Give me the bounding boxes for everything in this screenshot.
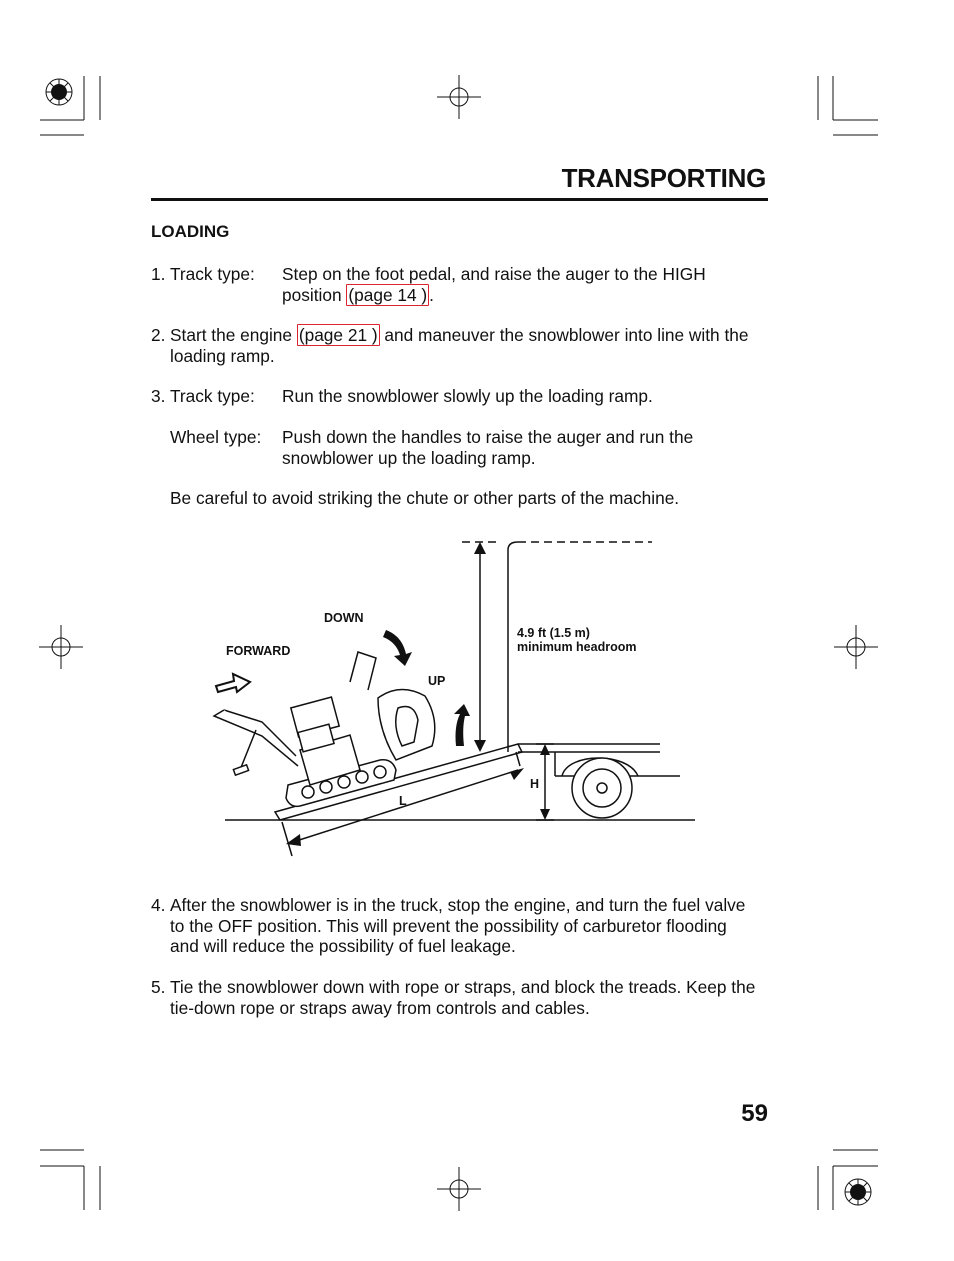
h-label: H <box>530 777 540 791</box>
title-divider <box>151 198 768 201</box>
step-2-number: 2. <box>151 325 166 345</box>
forward-label: FORWARD <box>226 644 291 658</box>
headroom-value: 4.9 ft (1.5 m) <box>517 626 590 640</box>
step-1-text <box>282 264 768 305</box>
step-2-text <box>170 325 760 366</box>
step-3-number: 3. <box>151 386 166 406</box>
step-3-track-label: Track type: <box>170 386 255 406</box>
page-21-link[interactable]: (page 21 ) <box>298 325 378 345</box>
headroom-text: minimum headroom <box>517 640 637 654</box>
loading-ramp-illustration <box>200 530 720 870</box>
step-5-text: Tie the snowblower down with rope or straps, and block the treads. Keep the tie-down rope or straps away from controls and cables. <box>170 977 756 1018</box>
step-2-text-main: Start the engine <box>170 325 297 345</box>
step-1-label: Track type: <box>170 264 255 284</box>
section-title: TRANSPORTING <box>561 163 766 193</box>
step-3-track-text: Run the snowblower slowly up the loading ramp. <box>282 386 653 406</box>
page-number: 59 <box>741 1100 768 1127</box>
l-label: L <box>399 794 407 808</box>
down-label: DOWN <box>324 611 364 625</box>
step-1-number: 1. <box>151 264 166 284</box>
step-3-wheel-label: Wheel type: <box>170 427 262 447</box>
step-2-text-end: and maneuver the snowblower into line with the loading ramp. <box>170 325 749 366</box>
step-1-text-main: Step on the foot pedal, and raise the auger to the HIGH position <box>282 264 706 305</box>
step-5-number: 5. <box>151 977 166 997</box>
loading-heading: LOADING <box>151 222 230 241</box>
step-4-number: 4. <box>151 895 166 915</box>
step-3-caution-text: Be careful to avoid striking the chute or other parts of the machine. <box>170 488 680 508</box>
step-3-wheel-text: Push down the handles to raise the auger and run the snowblower up the loading ramp. <box>282 427 694 468</box>
up-label: UP <box>428 674 446 688</box>
page-14-link[interactable]: (page 14 ) <box>348 284 428 305</box>
step-1-text-end: . <box>429 284 434 305</box>
step-4-text: After the snowblower is in the truck, stop the engine, and turn the fuel valve to the OFF position. This will prevent the possibility of carburetor flooding and will reduce the possibility of fuel leakage. <box>170 895 746 956</box>
